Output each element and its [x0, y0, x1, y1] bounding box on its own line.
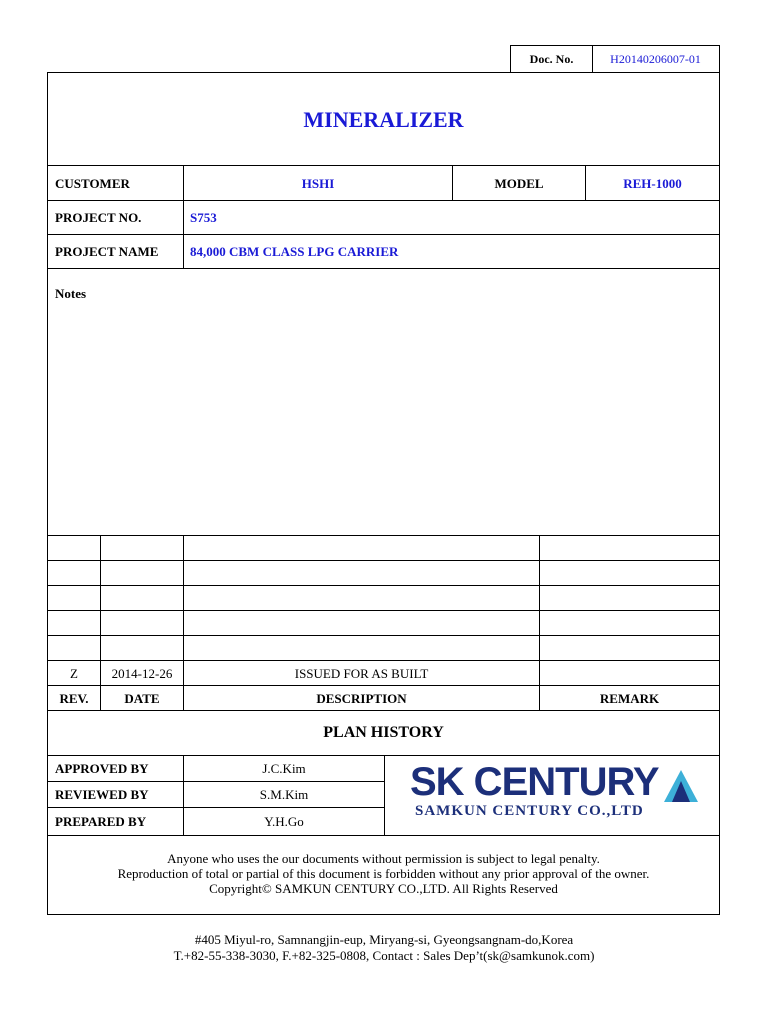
header-rev: REV.	[59, 690, 89, 706]
reviewed-by-label: REVIEWED BY	[55, 787, 149, 802]
revision-rev: Z	[70, 665, 78, 681]
approved-by-label: APPROVED BY	[55, 761, 149, 776]
customer-value: HSHI	[301, 175, 335, 191]
disclaimer-line: Reproduction of total or partial of this document is forbidden without any prior approval of the owner.	[117, 866, 650, 881]
project-name-label: PROJECT NAME	[55, 244, 159, 259]
reviewed-by-name: S.M.Kim	[259, 787, 309, 802]
project-no-label: PROJECT NO.	[55, 210, 142, 225]
footer-line: #405 Miyul-ro, Samnangjin-eup, Miryang-si, Gyeongsangnam-do,Korea	[194, 932, 574, 947]
header-date: DATE	[124, 690, 160, 706]
company-logo	[405, 760, 705, 824]
header-description: DESCRIPTION	[316, 690, 407, 706]
prepared-by-name: Y.H.Go	[264, 814, 304, 829]
logo-triangle-icon	[663, 769, 699, 803]
project-no-value: S753	[190, 210, 217, 225]
notes-label: Notes	[55, 285, 87, 301]
model-value: REH-1000	[623, 175, 682, 191]
approved-by-name: J.C.Kim	[262, 761, 306, 776]
revision-remark	[540, 661, 719, 685]
disclaimer-line: Copyright© SAMKUN CENTURY CO.,LTD. All Rights Reserved	[209, 881, 558, 896]
prepared-by-label: PREPARED BY	[55, 814, 147, 829]
revision-date: 2014-12-26	[111, 665, 173, 681]
document-title: MINERALIZER	[303, 107, 464, 132]
customer-label: CUSTOMER	[55, 175, 130, 191]
header-remark: REMARK	[599, 690, 660, 706]
plan-history-heading: PLAN HISTORY	[323, 724, 444, 741]
model-label: MODEL	[494, 175, 544, 191]
doc-number-label: Doc. No.	[529, 52, 574, 66]
disclaimer	[48, 851, 719, 896]
revision-description: ISSUED FOR AS BUILT	[294, 665, 429, 681]
doc-number-box	[510, 45, 720, 73]
footer-line: T.+82-55-338-3030, F.+82-325-0808, Contact : Sales Dep’t(sk@samkunok.com)	[173, 948, 595, 963]
disclaimer-line: Anyone who uses the our documents without permission is subject to legal penalty.	[167, 851, 600, 866]
project-name-value: 84,000 CBM CLASS LPG CARRIER	[190, 244, 399, 259]
logo-sub-text: SAMKUN CENTURY CO.,LTD	[415, 803, 644, 819]
footer-address	[0, 932, 768, 964]
doc-number-value: H20140206007-01	[610, 52, 701, 66]
logo-main-text: SK CENTURY	[410, 760, 659, 804]
